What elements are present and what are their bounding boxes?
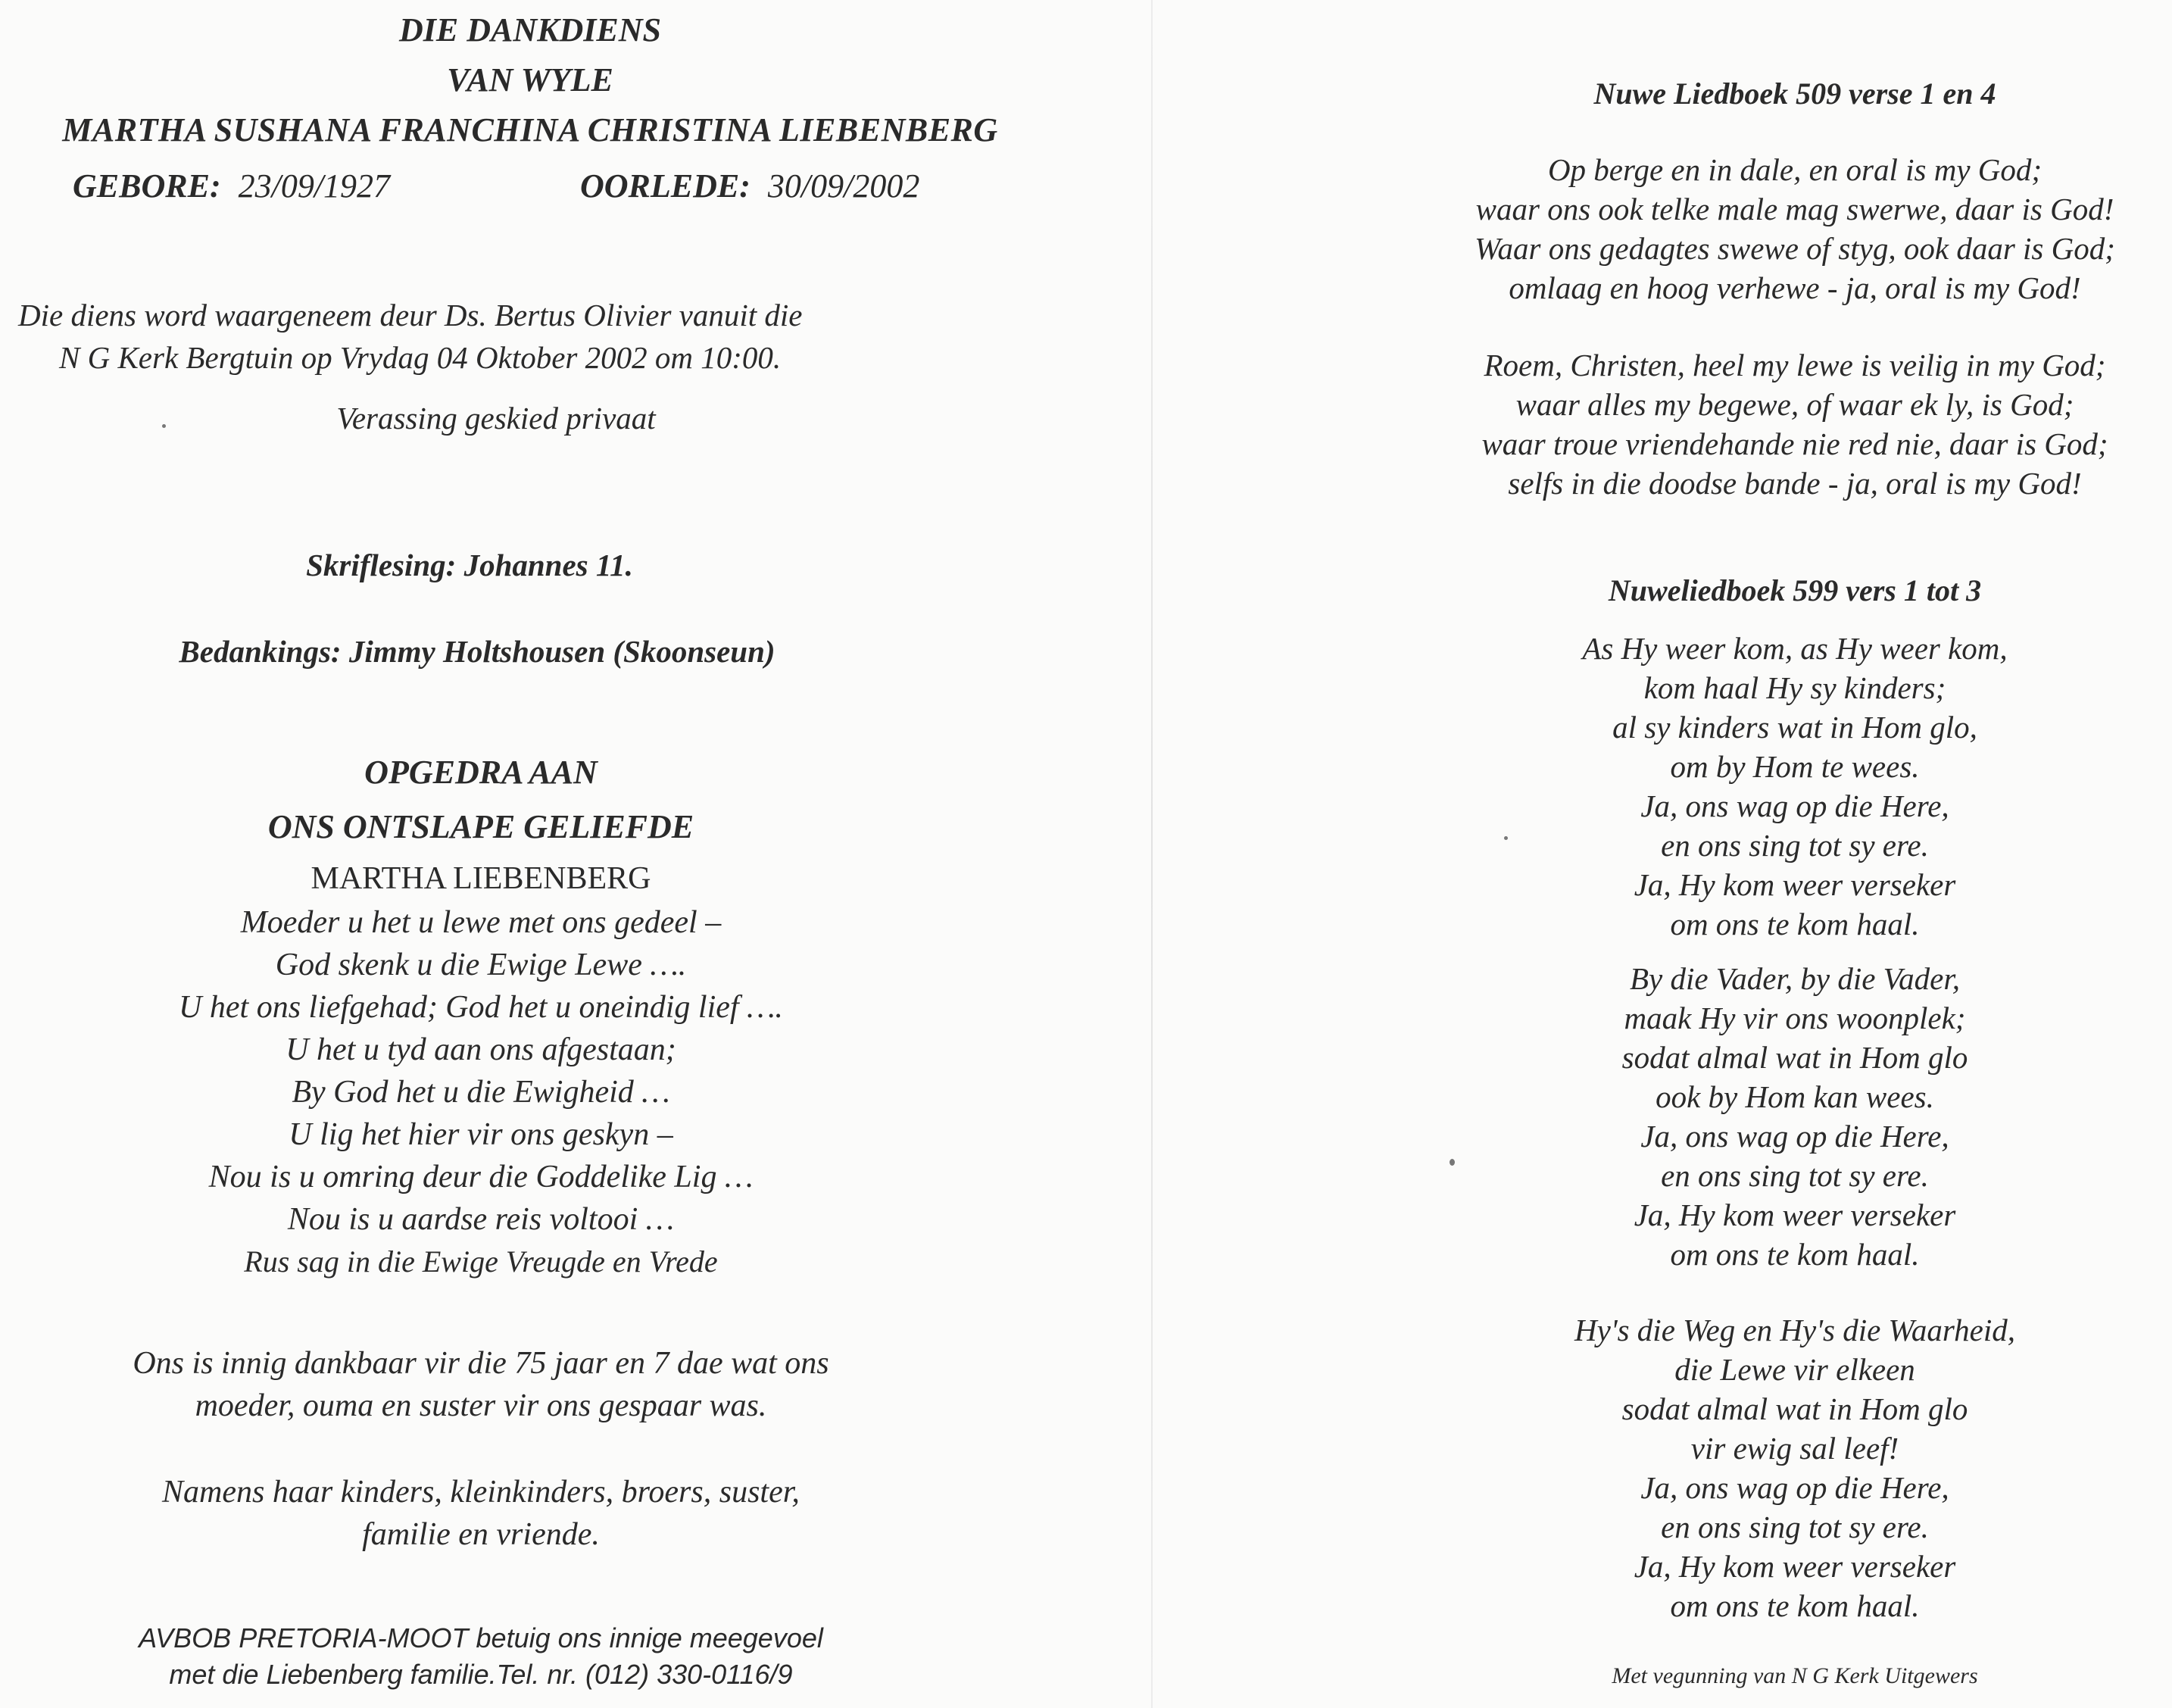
verse-line: Ja, ons wag op die Here, [1640,1470,1949,1505]
dedication-name: MARTHA LIEBENBERG [311,861,651,896]
verse-line: Op berge en in dale, en oral is my God; [1547,152,2042,187]
verse-line: Hy's die Weg en Hy's die Waarheid, [1574,1313,2015,1347]
paper-speck [1450,1159,1455,1166]
deceased-full-name: MARTHA SUSHANA FRANCHINA CHRISTINA LIEBENBERG [62,111,998,148]
dedication-title-2: ONS ONTSLAPE GELIEFDE [267,808,694,845]
verse-line: sodat almal wat in Hom glo [1621,1391,1968,1426]
verse-line: al sy kinders wat in Hom glo, [1612,710,1977,745]
verse-line: en ons sing tot sy ere. [1661,1510,1929,1544]
avbob-line-2: met die Liebenberg familie.Tel. nr. (012) 330-0116/9 [169,1659,793,1690]
verse-line: kom haal Hy sy kinders; [1643,670,1946,705]
poem-line: Nou is u aardse reis voltooi … [287,1202,675,1237]
page-fold [1151,0,1153,1708]
born-label: GEBORE: [73,167,221,205]
verse-line: om ons te kom haal. [1670,1237,1920,1272]
born-date: 23/09/1927 [238,167,391,205]
gratitude-line-1: Ons is innig dankbaar vir die 75 jaar en 7 dae wat ons [133,1346,829,1381]
poem-line: U lig het hier vir ons geskyn – [289,1117,673,1152]
death-row [580,167,919,205]
verse-line: die Lewe vir elkeen [1674,1352,1915,1387]
scripture-reading: Skriflesing: Johannes 11. [306,548,633,582]
verse-line: Ja, Hy kom weer verseker [1634,1197,1956,1232]
birth-row [73,167,390,205]
verse-line: vir ewig sal leef! [1690,1431,1899,1466]
verse-line: ook by Hom kan wees. [1656,1079,1934,1114]
verse-line: sodat almal wat in Hom glo [1621,1040,1968,1075]
verse-line: selfs in die doodse bande - ja, oral is my God! [1508,466,2082,501]
verse-line: Waar ons gedagtes swewe of styg, ook daar is God; [1475,231,2115,266]
verse-line: maak Hy vir ons woonplek; [1624,1001,1966,1035]
verse-line: As Hy weer kom, as Hy weer kom, [1582,631,2008,666]
avbob-line-1: AVBOB PRETORIA-MOOT betuig ons innige meegevoel [139,1622,823,1653]
service-line-1: Die diens word waargeneem deur Ds. Bertus Olivier vanuit die [18,298,803,333]
verse-line: Ja, ons wag op die Here, [1640,788,1949,823]
poem-line: Moeder u het u lewe met ons gedeel – [240,905,722,940]
verse-line: om ons te kom haal. [1670,1588,1920,1623]
hymn-509-title: Nuwe Liedboek 509 verse 1 en 4 [1593,77,1996,111]
verse-line: en ons sing tot sy ere. [1661,828,1929,863]
service-subtitle: VAN WYLE [447,61,613,98]
hymn-599-title: Nuweliedboek 599 vers 1 tot 3 [1608,573,1982,607]
permission-note: Met vegunning van N G Kerk Uitgewers [1612,1663,1978,1688]
verse-line: Ja, Hy kom weer verseker [1634,867,1956,902]
paper-speck [162,424,166,428]
poem-line: U het u tyd aan ons afgestaan; [286,1032,676,1067]
poem-line: U het ons liefgehad; God het u oneindig lief …. [179,990,783,1025]
paper-speck [1504,836,1508,840]
verse-line: Roem, Christen, heel my lewe is veilig in my God; [1484,348,2106,383]
verse-line: omlaag en hoog verhewe - ja, oral is my God! [1509,270,2081,305]
poem-line: Nou is u omring deur die Goddelike Lig … [208,1160,754,1194]
family-line-2: familie en vriende. [362,1517,600,1552]
poem-line: By God het u die Ewigheid … [292,1075,670,1110]
verse-line: Ja, ons wag op die Here, [1640,1119,1949,1154]
service-line-3: Verassing geskied privaat [336,401,656,436]
service-title: DIE DANKDIENS [399,11,661,48]
verse-line: en ons sing tot sy ere. [1661,1158,1929,1193]
poem-line: Rus sag in die Ewige Vreugde en Vrede [244,1244,718,1279]
poem-line: God skenk u die Ewige Lewe …. [275,948,687,982]
verse-line: waar ons ook telke male mag swerwe, daar is God! [1475,192,2114,226]
verse-line: om ons te kom haal. [1670,907,1920,941]
thanks-line: Bedankings: Jimmy Holtshousen (Skoonseun) [179,634,775,669]
verse-line: waar troue vriendehande nie red nie, daar is God; [1481,426,2108,461]
verse-line: om by Hom te wees. [1670,749,1920,784]
died-date: 30/09/2002 [767,167,920,205]
verse-line: Ja, Hy kom weer verseker [1634,1549,1956,1584]
dedication-title-1: OPGEDRA AAN [364,754,598,791]
died-label: OORLEDE: [580,167,751,205]
verse-line: By die Vader, by die Vader, [1629,961,1961,996]
verse-line: waar alles my begewe, of waar ek ly, is God; [1515,387,2074,422]
gratitude-line-2: moeder, ouma en suster vir ons gespaar was. [195,1388,767,1423]
family-line-1: Namens haar kinders, kleinkinders, broers, suster, [162,1475,800,1510]
service-line-2: N G Kerk Bergtuin op Vrydag 04 Oktober 2002 om 10:00. [59,340,782,375]
